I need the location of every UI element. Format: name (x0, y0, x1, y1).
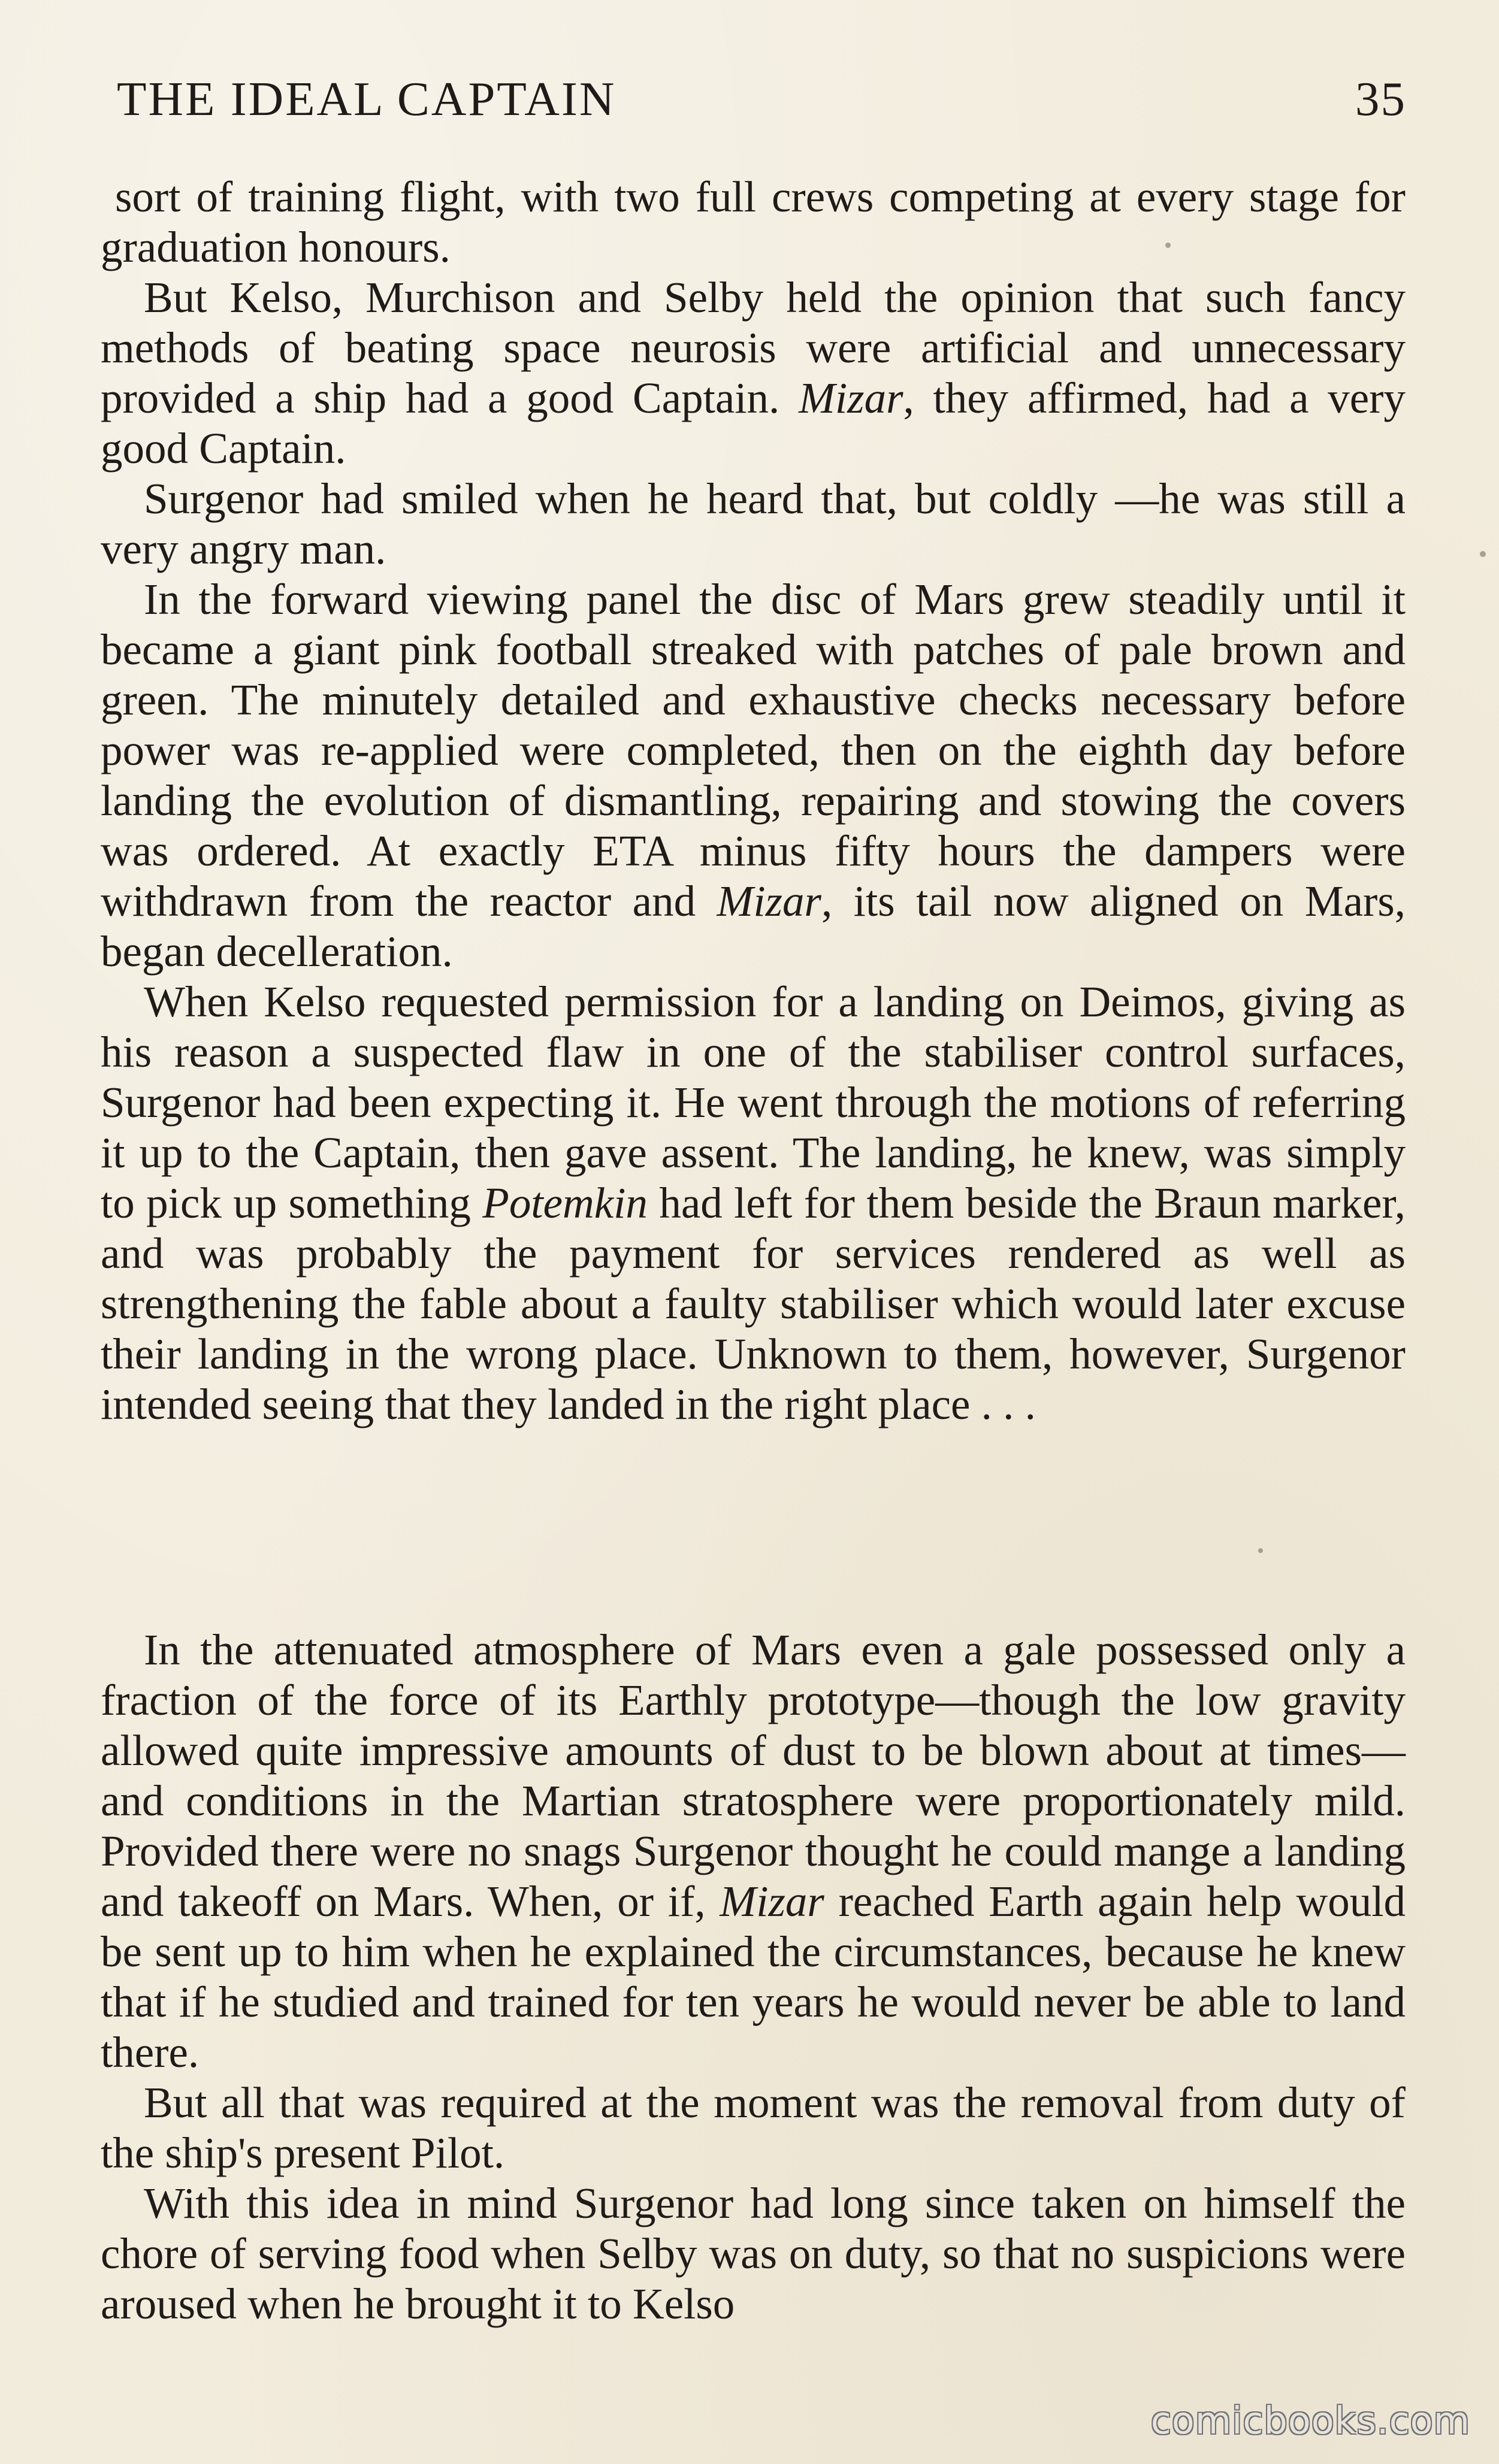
paragraph: But all that was required at the moment was the removal from duty of the ship's present Pilot. (101, 2078, 1406, 2177)
ship-name: Mizar (717, 877, 821, 925)
paragraph: When Kelso requested permission for a landing on Deimos, giving as his reason a suspected flaw in one of the stabiliser control surfaces, Surgenor had been expecting it. He went through the motions of referring it up to the Captain, then gave assent. The landing, he knew, was simply to pick up something Potemkin had left for them beside the Braun marker, and was probably the payment for services rendered as well as strengthening the fable about a faulty stabiliser which would later excuse their landing in the wrong place. Unknown to them, however, Surgenor intended seeing that they landed in the right place . . . (101, 977, 1406, 1428)
ink-speck (1480, 551, 1486, 557)
paragraph: Surgenor had smiled when he heard that, but coldly —he was still a very angry man. (101, 474, 1406, 573)
text-block-upper (101, 172, 1406, 1430)
ship-name: Potemkin (482, 1179, 648, 1227)
page-header (117, 67, 1406, 127)
paragraph: In the attenuated atmosphere of Mars even a gale possessed only a fraction of the force of its Earthly prototype—though the low gravity allowed quite impressive amounts of dust to be blown about at times—and conditions in the Martian stratosphere were proportionately mild. Provided there were no snags Surgenor thought he could mange a landing and takeoff on Mars. When, or if, Mizar reached Earth again help would be sent up to him when he explained the circumstances, because he knew that if he studied and trained for ten years he would never be able to land there. (101, 1625, 1406, 2076)
ship-name: Mizar (720, 1877, 824, 1926)
paragraph: sort of training flight, with two full crews competing at every stage for graduation honours. (101, 172, 1406, 271)
paragraph: In the forward viewing panel the disc of Mars grew steadily until it became a giant pink football streaked with patches of pale brown and green. The minutely detailed and exhaustive checks necessary before power was re-applied were completed, then on the eighth day before landing the evolution of dismantling, repairing and stowing the covers was ordered. At exactly ETA minus fifty hours the dampers were withdrawn from the reactor and Mizar, its tail now aligned on Mars, began decelleration. (101, 575, 1406, 976)
ink-speck (1258, 1548, 1263, 1553)
watermark-logo: comicbooks.com (1150, 2399, 1470, 2442)
ship-name: Mizar (799, 374, 903, 422)
paragraph: With this idea in mind Surgenor had long since taken on himself the chore of serving food when Selby was on duty, so that no suspicions were aroused when he brought it to Kelso (101, 2179, 1406, 2328)
page-number: 35 (1355, 72, 1406, 126)
ink-speck (1165, 243, 1171, 248)
text-block-lower (101, 1625, 1406, 2329)
paragraph: But Kelso, Murchison and Selby held the opinion that such fancy methods of beating space neurosis were artificial and unnecessary provided a ship had a good Captain. Mizar, they affirmed, had a very good Captain. (101, 273, 1406, 473)
running-title: THE IDEAL CAPTAIN (117, 72, 616, 126)
